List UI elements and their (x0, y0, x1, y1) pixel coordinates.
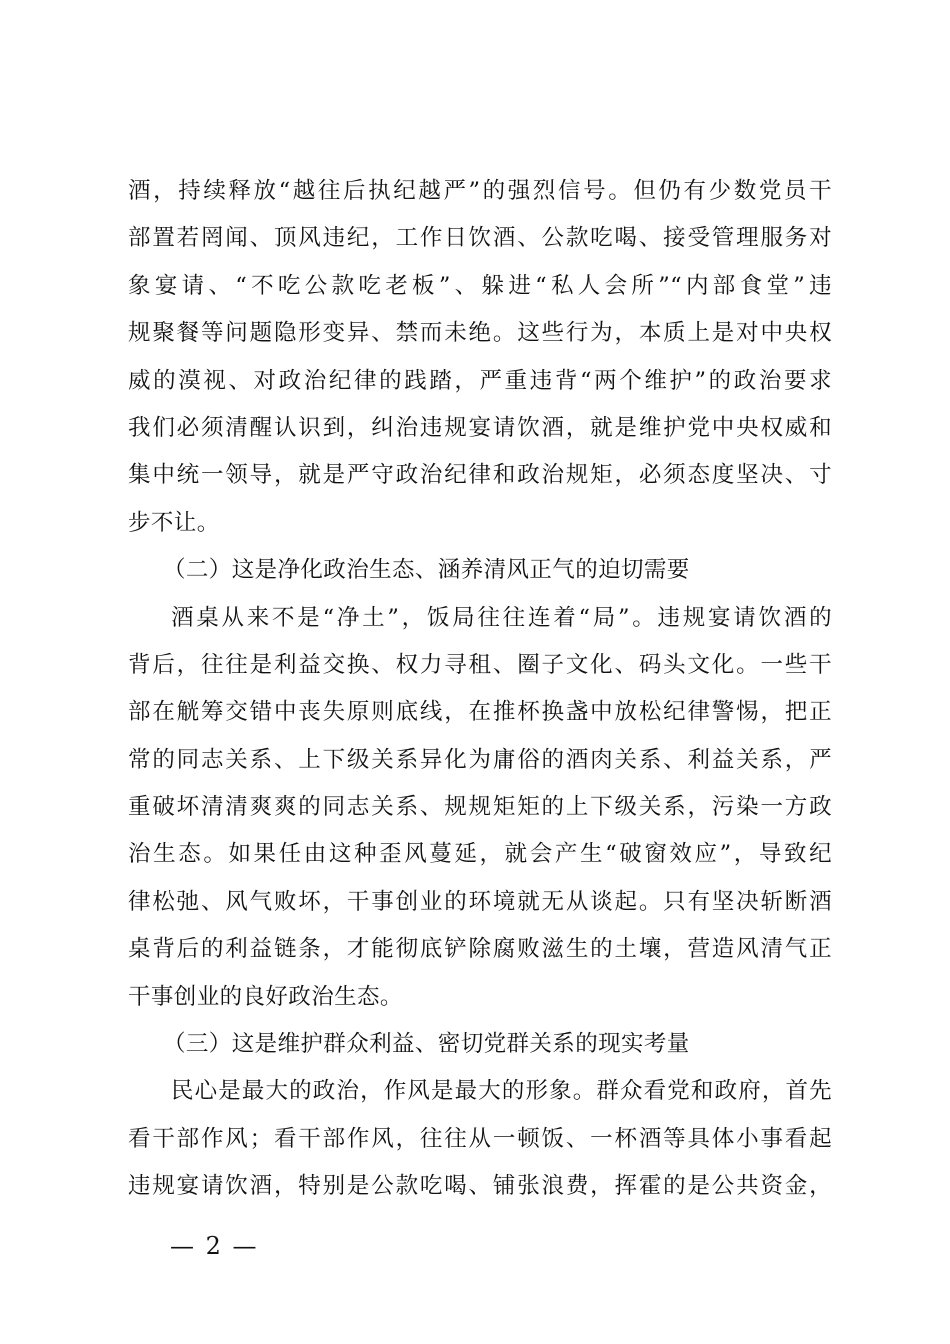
text-line: 集中统一领导，就是严守政治纪律和政治规矩，必须态度坚决、寸 (128, 462, 832, 489)
document-body (128, 168, 832, 1211)
text-line: 酒，持续释放“越往后执纪越严”的强烈信号。但仍有少数党员干 (128, 178, 832, 204)
text-line: 象宴请、“不吃公款吃老板”、躲进“私人会所”“内部食堂”违 (128, 272, 832, 299)
text-line: 重破坏清清爽爽的同志关系、规规矩矩的上下级关系，污染一方政 (128, 794, 832, 821)
text-line: 背后，往往是利益交换、权力寻租、圈子文化、码头文化。一些干 (128, 651, 832, 678)
text-line: 酒桌从来不是“净土”，饭局往往连着“局”。违规宴请饮酒的 (171, 604, 832, 631)
section-heading: （二）这是净化政治生态、涵养清风正气的迫切需要 (163, 557, 690, 584)
text-line: 威的漠视、对政治纪律的践踏，严重违背“两个维护”的政治要求 (128, 367, 832, 394)
text-line: 步不让。 (128, 509, 220, 536)
text-line: 干事创业的良好政治生态。 (128, 983, 403, 1010)
text-line: 治生态。如果任由这种歪风蔓延，就会产生“破窗效应”，导致纪 (128, 841, 832, 868)
text-line: 常的同志关系、上下级关系异化为庸俗的酒肉关系、利益关系，严 (128, 746, 832, 773)
text-line: 民心是最大的政治，作风是最大的形象。群众看党和政府，首先 (171, 1078, 832, 1105)
text-line: 违规宴请饮酒，特别是公款吃喝、铺张浪费，挥霍的是公共资金， (128, 1173, 832, 1200)
text-line: 律松弛、风气败坏，干事创业的环境就无从谈起。只有坚决斩断酒 (128, 888, 832, 915)
page-number: — 2 — (170, 1232, 259, 1260)
text-line: 桌背后的利益链条，才能彻底铲除腐败滋生的土壤，营造风清气正 (128, 936, 832, 963)
section-heading: （三）这是维护群众利益、密切党群关系的现实考量 (163, 1031, 690, 1058)
text-line: 我们必须清醒认识到，纠治违规宴请饮酒，就是维护党中央权威和 (128, 414, 832, 441)
text-line: 看干部作风；看干部作风，往往从一顿饭、一杯酒等具体小事看起 (128, 1125, 832, 1152)
text-line: 规聚餐等问题隐形变异、禁而未绝。这些行为，本质上是对中央权 (128, 320, 832, 347)
text-line: 部置若罔闻、顶风违纪，工作日饮酒、公款吃喝、接受管理服务对 (128, 225, 832, 252)
text-line: 部在觥筹交错中丧失原则底线，在推杯换盏中放松纪律警惕，把正 (128, 699, 832, 726)
